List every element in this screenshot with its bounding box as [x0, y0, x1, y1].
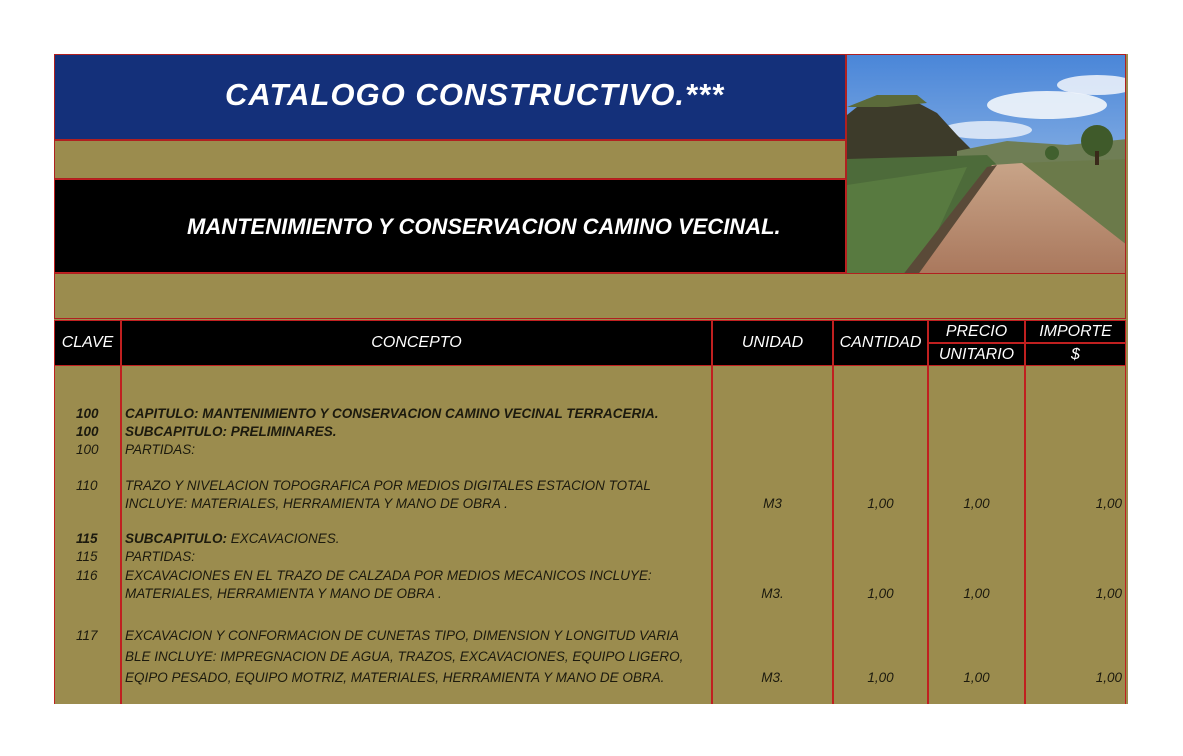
row4-precio: 1,00	[963, 496, 990, 511]
road-landscape-image	[847, 55, 1126, 275]
header-importe: IMPORTE	[1025, 320, 1126, 343]
row7-importe: 1,00	[1095, 586, 1122, 601]
row8-cantidad: 1,00	[867, 670, 894, 685]
row5-concepto-bold: SUBCAPITULO:	[125, 531, 227, 546]
row4-concepto-line1: TRAZO Y NIVELACION TOPOGRAFICA POR MEDIOS DIGITALES ESTACION TOTAL	[125, 478, 651, 493]
row6-clave: 115	[76, 549, 98, 564]
row5-clave: 115	[76, 531, 98, 546]
row8-clave: 117	[76, 628, 98, 643]
subtitle-box	[54, 179, 846, 273]
header-currency: $	[1025, 343, 1126, 366]
row4-unidad: M3	[763, 496, 782, 511]
road-photo	[846, 54, 1126, 275]
row2-concepto: SUBCAPITULO: PRELIMINARES.	[125, 424, 337, 439]
header-unidad: UNIDAD	[712, 320, 833, 366]
header-concepto: CONCEPTO	[121, 320, 712, 366]
header-precio: PRECIO	[928, 320, 1025, 343]
row4-clave: 110	[76, 478, 98, 493]
title-banner	[54, 54, 846, 140]
spacer-band-2	[54, 273, 1126, 319]
row6-concepto: PARTIDAS:	[125, 549, 196, 564]
row4-concepto-line2: INCLUYE: MATERIALES, HERRAMIENTA Y MANO DE OBRA .	[125, 496, 508, 511]
page-title: CATALOGO CONSTRUCTIVO.***	[225, 77, 725, 112]
col-importe	[1025, 366, 1126, 704]
row8-concepto-line3: EQIPO PESADO, EQUIPO MOTRIZ, MATERIALES, HERRAMIENTA Y MANO DE OBRA.	[125, 670, 665, 685]
catalog-sheet	[54, 54, 1128, 704]
col-cantidad	[833, 366, 928, 704]
header-unitario: UNITARIO	[928, 343, 1025, 366]
row1-concepto: CAPITULO: MANTENIMIENTO Y CONSERVACION CAMINO VECINAL TERRACERIA.	[125, 406, 659, 421]
col-unidad	[712, 366, 833, 704]
row5-concepto-rest: EXCAVACIONES.	[230, 531, 340, 546]
row8-concepto-line2: BLE INCLUYE: IMPREGNACION DE AGUA, TRAZOS, EXCAVACIONES, EQUIPO LIGERO,	[125, 649, 684, 664]
col-precio	[928, 366, 1025, 704]
row5-concepto	[125, 530, 340, 547]
row8-importe: 1,00	[1095, 670, 1122, 685]
page-subtitle: MANTENIMIENTO Y CONSERVACION CAMINO VECINAL.	[187, 214, 781, 239]
row2-clave: 100	[76, 424, 99, 439]
row4-cantidad: 1,00	[867, 496, 894, 511]
row4-importe: 1,00	[1095, 496, 1122, 511]
row7-concepto-line2: MATERIALES, HERRAMIENTA Y MANO DE OBRA .	[125, 586, 442, 601]
row8-unidad: M3.	[761, 670, 784, 685]
row7-concepto-line1: EXCAVACIONES EN EL TRAZO DE CALZADA POR MEDIOS MECANICOS INCLUYE:	[125, 568, 652, 583]
row7-precio: 1,00	[963, 586, 990, 601]
row3-concepto: PARTIDAS:	[125, 442, 196, 457]
header-cantidad: CANTIDAD	[833, 320, 928, 366]
header-clave: CLAVE	[54, 320, 121, 366]
row7-unidad: M3.	[761, 586, 784, 601]
row7-clave: 116	[76, 568, 98, 583]
row1-clave: 100	[76, 406, 99, 421]
row7-cantidad: 1,00	[867, 586, 894, 601]
spacer-band	[54, 140, 846, 179]
row8-concepto-line1: EXCAVACION Y CONFORMACION DE CUNETAS TIPO, DIMENSION Y LONGITUD VARIA	[125, 628, 679, 643]
row8-precio: 1,00	[963, 670, 990, 685]
row3-clave: 100	[76, 442, 99, 457]
